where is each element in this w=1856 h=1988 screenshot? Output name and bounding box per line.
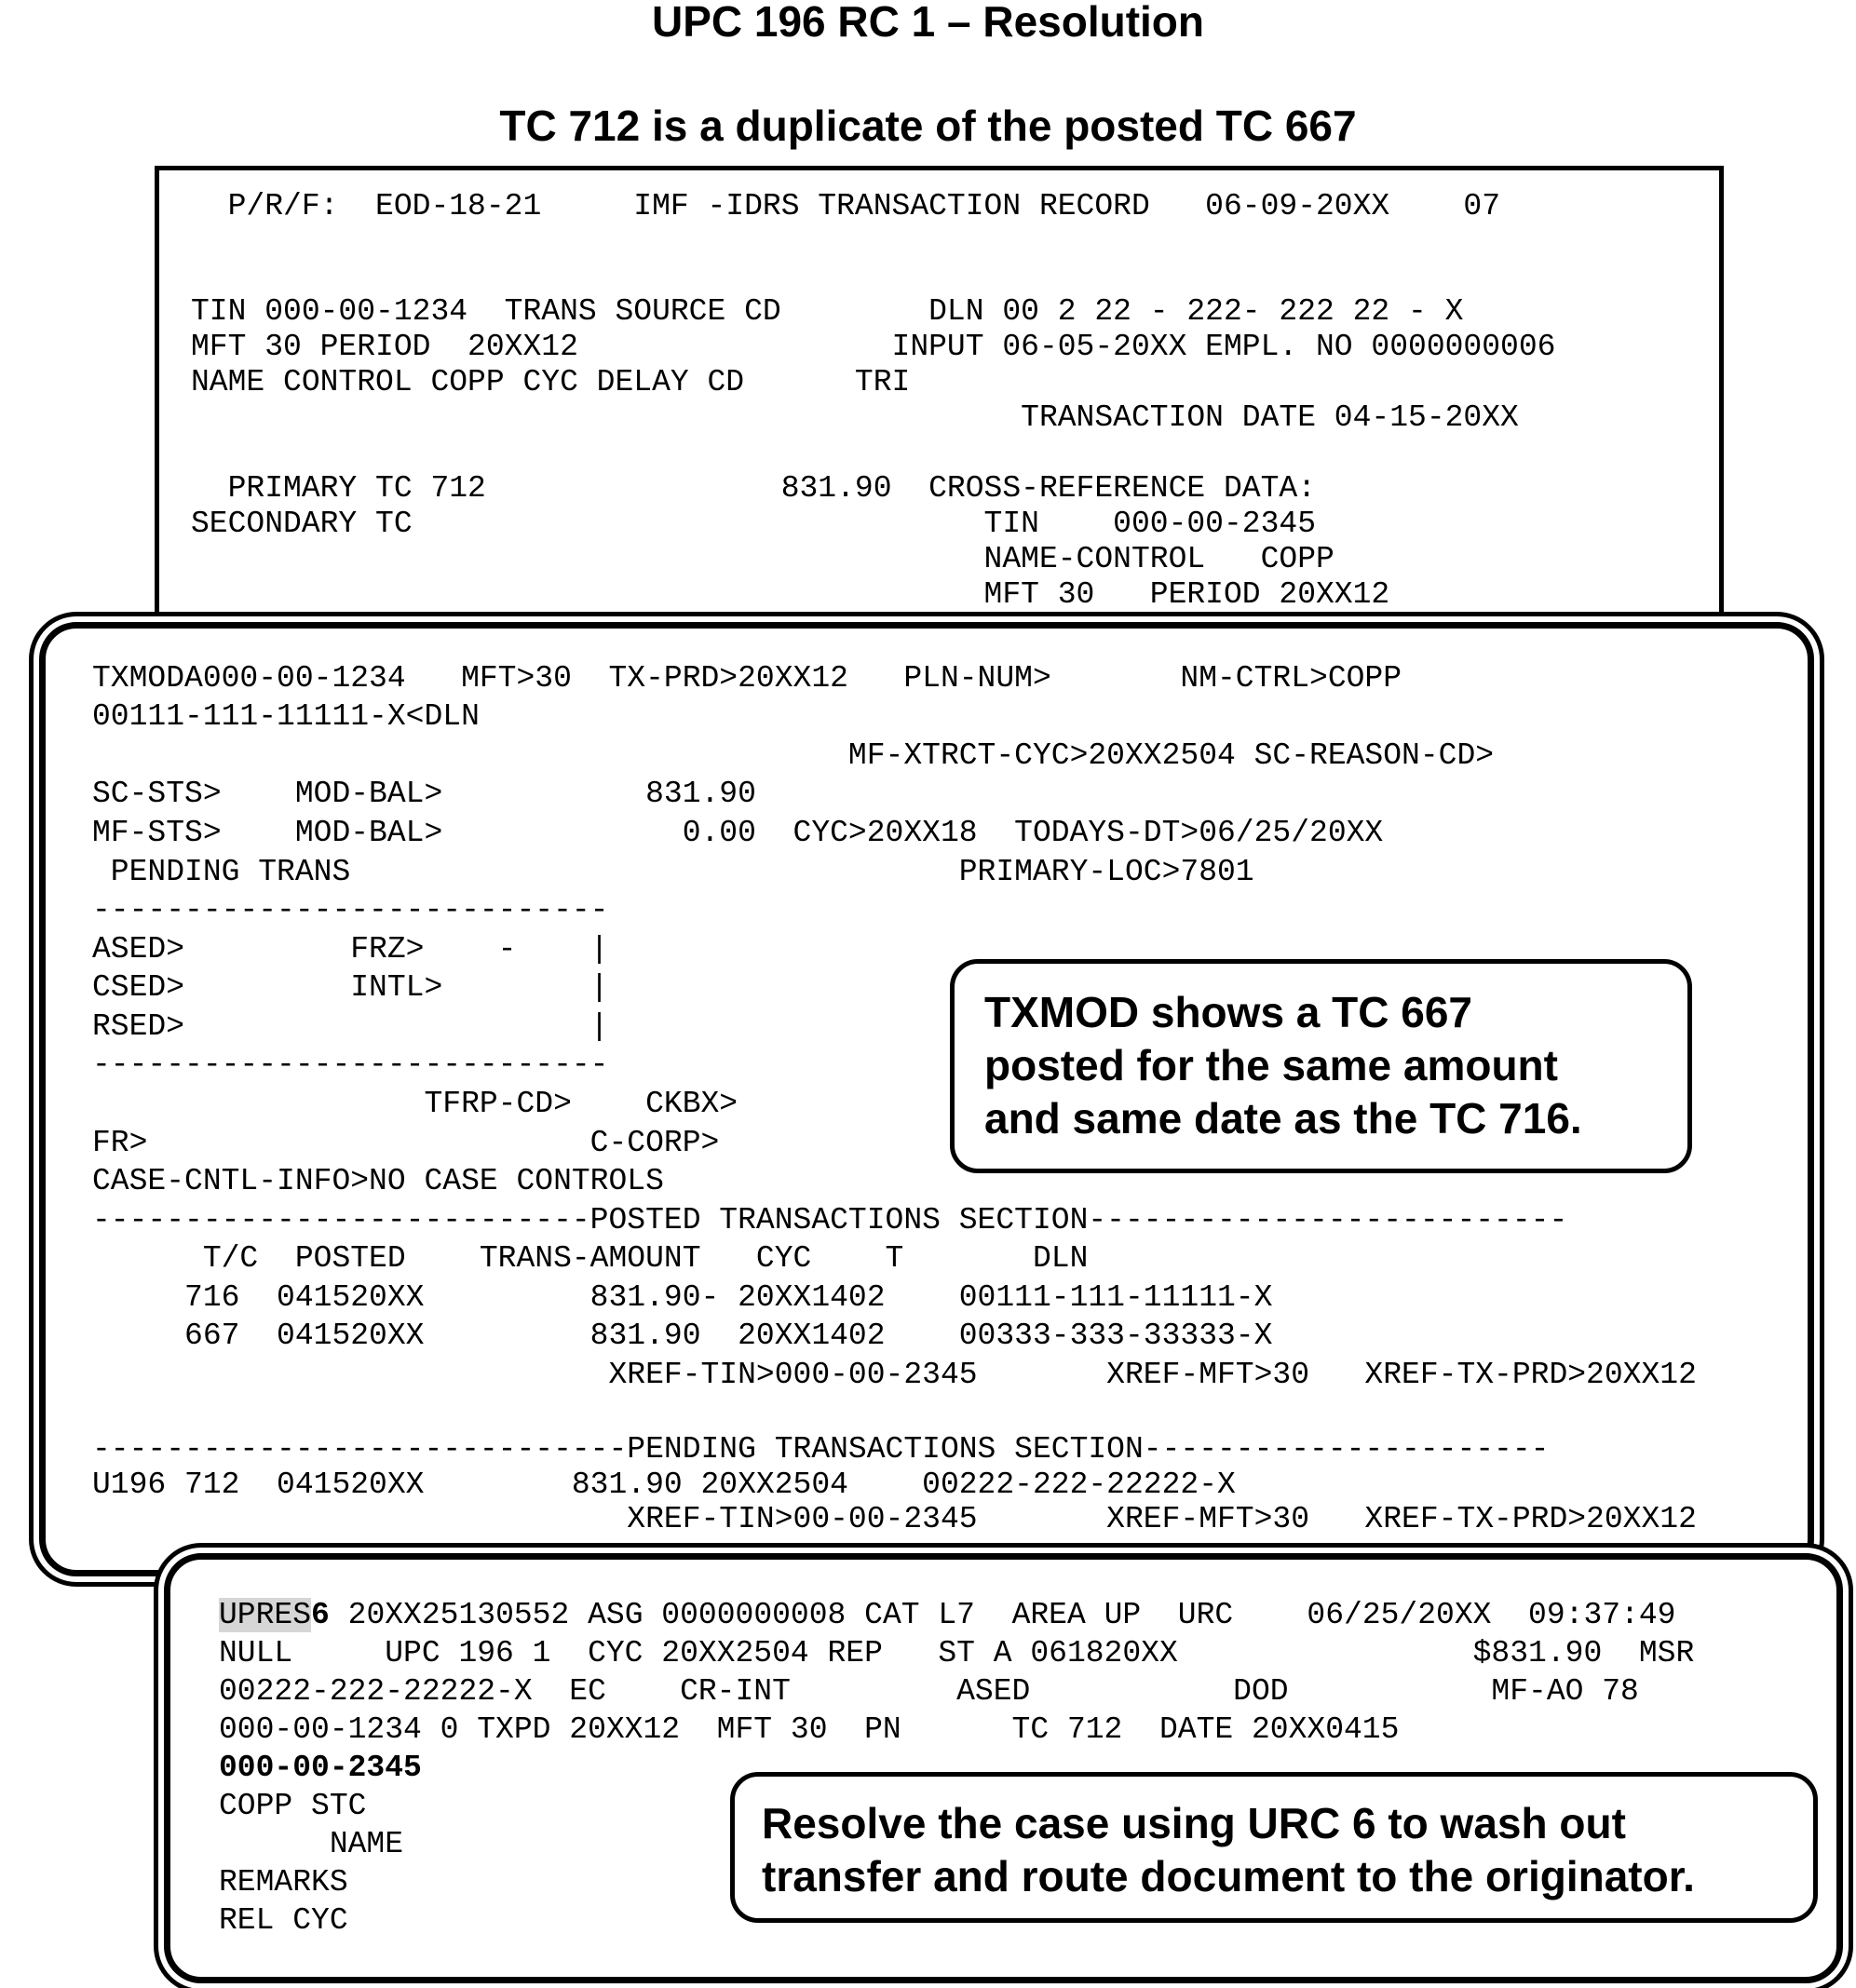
callout-line: TXMOD shows a TC 667 — [984, 988, 1473, 1036]
screen-line: MF-STS> MOD-BAL> 0.00 CYC>20XX18 TODAYS-DT>06/25/20XX — [92, 816, 1384, 850]
screen-line: NULL UPC 196 1 CYC 20XX2504 REP ST A 061820XX $831.90 MSR — [219, 1636, 1695, 1670]
screen-line: CASE-CNTL-INFO>NO CASE CONTROLS — [92, 1164, 664, 1198]
callout-line: posted for the same amount — [984, 1041, 1558, 1089]
upres-command: UPRES — [219, 1598, 312, 1632]
urc-code-field[interactable]: 6 — [311, 1598, 330, 1632]
screen-divider: ---------------------------- — [92, 1048, 609, 1082]
screen-line: XREF-TIN>000-00-2345 XREF-MFT>30 XREF-TX-PRD>20XX12 — [92, 1358, 1697, 1392]
screen-line: REL CYC — [219, 1903, 348, 1938]
posted-transaction-row: 716 041520XX 831.90- 20XX1402 00111-111-11111-X — [92, 1280, 1273, 1315]
screen-line: FR> C-CORP> — [92, 1126, 720, 1160]
screen-line: RSED> | — [92, 1009, 609, 1044]
txmod-callout — [950, 959, 1692, 1173]
screen-line: 00222-222-22222-X EC CR-INT ASED DOD MF-AO 78 — [219, 1674, 1639, 1709]
screen-line: NAME-CONTROL COPP — [191, 542, 1334, 576]
screen-line: ASED> FRZ> - | — [92, 932, 609, 967]
pending-transactions-header: -----------------------------PENDING TRANSACTIONS SECTION---------------------- — [92, 1432, 1550, 1467]
posted-transactions-header: ---------------------------POSTED TRANSACTIONS SECTION-------------------------- — [92, 1203, 1568, 1237]
screen-line: SC-STS> MOD-BAL> 831.90 — [92, 777, 756, 811]
screen-line: REMARKS — [219, 1865, 348, 1900]
screen-line: NAME — [219, 1827, 404, 1861]
screen-line: TXMODA000-00-1234 MFT>30 TX-PRD>20XX12 PLN-NUM> NM-CTRL>COPP — [92, 661, 1402, 696]
screen-line: CSED> INTL> | — [92, 970, 609, 1005]
posted-transaction-row: 667 041520XX 831.90 20XX1402 00333-333-33333-X — [92, 1319, 1273, 1353]
pending-transaction-row: U196 712 041520XX 831.90 20XX2504 00222-222-22222-X — [92, 1467, 1236, 1502]
screen-line: TRANSACTION DATE 04-15-20XX — [191, 400, 1519, 435]
screen-line: TIN 000-00-1234 TRANS SOURCE CD DLN 00 2 22 - 222- 222 22 - X — [191, 294, 1464, 329]
screen-line: 00111-111-11111-X<DLN — [92, 699, 480, 734]
page-title: UPC 196 RC 1 – Resolution — [651, 0, 1205, 46]
screen-line: MFT 30 PERIOD 20XX12 INPUT 06-05-20XX EMPL. NO 0000000006 — [191, 330, 1556, 364]
screen-line: MF-XTRCT-CYC>20XX2504 SC-REASON-CD> — [92, 738, 1495, 773]
callout-line: and same date as the TC 716. — [984, 1094, 1582, 1143]
screen-line: 000-00-1234 0 TXPD 20XX12 MFT 30 PN TC 712 DATE 20XX0415 — [219, 1712, 1400, 1747]
screen-line — [219, 1600, 1675, 1630]
screen-line-rest: 20XX25130552 ASG 0000000008 CAT L7 AREA UP URC 06/25/20XX 09:37:49 — [329, 1598, 1676, 1632]
screen-line: SECONDARY TC TIN 000-00-2345 — [191, 507, 1316, 541]
resolve-callout — [730, 1772, 1818, 1923]
screen-line: PRIMARY TC 712 831.90 CROSS-REFERENCE DATA: — [191, 471, 1316, 506]
screen-line: NAME CONTROL COPP CYC DELAY CD TRI — [191, 365, 911, 399]
screen-divider: ---------------------------- — [92, 893, 609, 927]
imf-transaction-record-screen — [155, 166, 1724, 650]
screen-line: MFT 30 PERIOD 20XX12 — [191, 577, 1390, 612]
screen-line: P/R/F: EOD-18-21 IMF -IDRS TRANSACTION RECORD 06-09-20XX 07 — [191, 189, 1501, 223]
screen-line: XREF-TIN>00-00-2345 XREF-MFT>30 XREF-TX-PRD>20XX12 — [92, 1502, 1697, 1536]
callout-line: transfer and route document to the originator. — [762, 1852, 1695, 1900]
screen-line: TFRP-CD> CKBX> — [92, 1087, 738, 1121]
xref-tin-field[interactable]: 000-00-2345 — [219, 1751, 422, 1785]
screen-line: PENDING TRANS PRIMARY-LOC>7801 — [92, 855, 1254, 889]
posted-columns-header: T/C POSTED TRANS-AMOUNT CYC T DLN — [92, 1241, 1089, 1276]
callout-line: Resolve the case using URC 6 to wash out — [762, 1799, 1626, 1847]
page-subtitle: TC 712 is a duplicate of the posted TC 667 — [499, 101, 1357, 150]
screen-line: COPP STC — [219, 1789, 367, 1823]
